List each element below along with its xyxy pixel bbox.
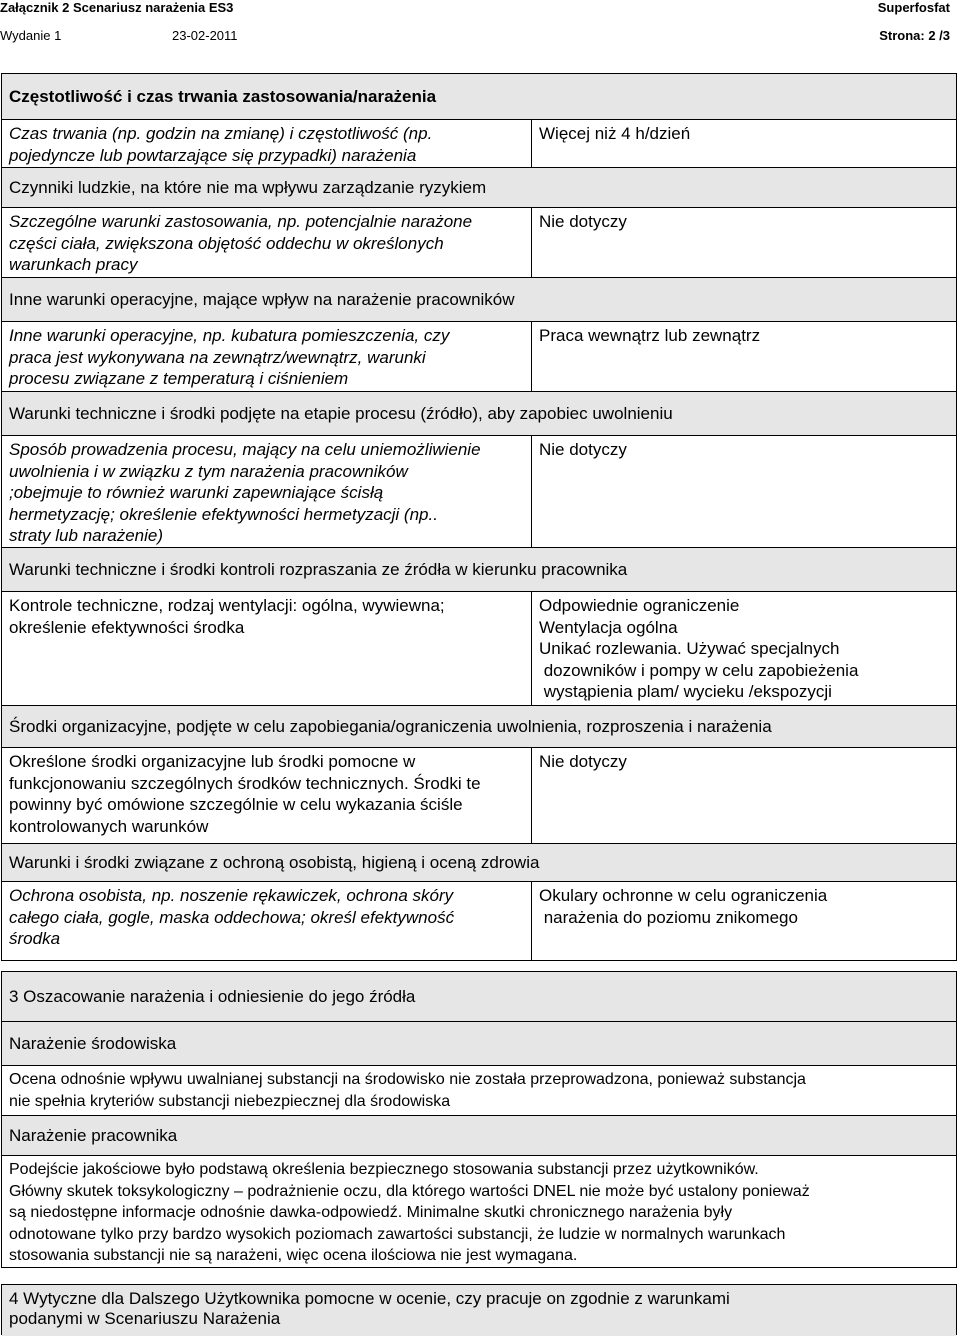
conditions-table — [1, 73, 957, 961]
section-personal-protection-title: Warunki i środki związane z ochroną osobistą, higieną i oceną zdrowia — [9, 852, 540, 872]
row-other-conditions — [2, 322, 956, 392]
document-date: 23-02-2011 — [172, 28, 238, 43]
process-value: Nie dotyczy — [539, 440, 627, 459]
row-organizational — [2, 748, 956, 844]
section-environment-exposure-title: Narażenie środowiska — [9, 1033, 177, 1053]
section-exposure-assessment-title: 3 Oszacowanie narażenia i odniesienie do jego źródła — [9, 986, 416, 1006]
row-duration — [2, 120, 956, 168]
other-conditions-label: Inne warunki operacyjne, np. kubatura pomieszczenia, czy praca jest wykonywana na zewnątrz/wewnątrz, warunki procesu związane z temperaturą i ciśnieniem — [2, 322, 532, 391]
personal-protection-label: Ochrona osobista, np. noszenie rękawiczek, ochrona skóry całego ciała, gogle, maska oddechowa; określ efektywność środka — [2, 882, 532, 960]
row-process — [2, 436, 956, 548]
edition-label: Wydanie 1 — [0, 28, 62, 43]
section-dispersion-title: Warunki techniczne i środki kontroli rozpraszania ze źródła w kierunku pracownika — [9, 559, 628, 579]
section-organizational — [2, 706, 956, 748]
section-frequency-title: Częstotliwość i czas trwania zastosowania/narażenia — [9, 86, 437, 106]
section-organizational-title: Środki organizacyjne, podjęte w celu zapobiegania/ograniczenia uwolnienia, rozproszenia i narażenia — [9, 716, 772, 736]
section-worker-exposure — [2, 1116, 956, 1156]
section-other-conditions-title: Inne warunki operacyjne, mające wpływ na narażenie pracowników — [9, 289, 515, 309]
special-conditions-value: Nie dotyczy — [539, 212, 627, 231]
duration-value: Więcej niż 4 h/dzień — [539, 124, 691, 143]
organizational-label: Określone środki organizacyjne lub środki pomocne w funkcjonowaniu szczególnych środków technicznych. Środki te powinny być omówione szczególnie w celu wykazania ściśle kontrolowanych warunków — [2, 748, 532, 843]
section-worker-exposure-title: Narażenie pracownika — [9, 1125, 178, 1145]
row-ventilation — [2, 592, 956, 706]
section-other-conditions — [2, 278, 956, 322]
section-downstream-guidance-title: 4 Wytyczne dla Dalszego Użytkownika pomocne w ocenie, czy pracuje on zgodnie z warunkami podanymi w Scenariuszu Narażenia — [9, 1289, 730, 1328]
organizational-value: Nie dotyczy — [539, 752, 627, 771]
row-special-conditions — [2, 208, 956, 278]
duration-label: Czas trwania (np. godzin na zmianę) i częstotliwość (np. pojedyncze lub powtarzające się przypadki) narażenia — [2, 120, 532, 167]
section-dispersion — [2, 548, 956, 592]
section-downstream-guidance — [2, 1285, 956, 1336]
process-label: Sposób prowadzenia procesu, mający na celu uniemożliwienie uwolnienia i w związku z tym narażenia pracowników ;obejmuje to również warunki zapewniające ścisłą hermetyzację; określenie efektywności hermetyzacji (np.. straty lub narażenie) — [2, 436, 532, 547]
personal-protection-value: Okulary ochronne w celu ograniczenia narażenia do poziomu znikomego — [539, 886, 828, 927]
ventilation-label: Kontrole techniczne, rodzaj wentylacji: ogólna, wywiewna; określenie efektywności środka — [2, 592, 532, 705]
section-technical-source-title: Warunki techniczne i środki podjęte na etapie procesu (źródło), aby zapobiec uwolnieniu — [9, 403, 673, 423]
other-conditions-value: Praca wewnątrz lub zewnątrz — [539, 326, 761, 345]
downstream-user-guidance — [1, 1284, 957, 1335]
ventilation-value: Odpowiednie ograniczenie Wentylacja ogólna Unikać rozlewania. Używać specjalnych dozowników i pompy w celu zapobieżenia wystąpienia plam/ wycieku /ekspozycji — [539, 596, 859, 702]
worker-exposure-text: Podejście jakościowe było podstawą określenia bezpiecznego stosowania substancji przez użytkowników. Główny skutek toksykologiczny – podrażnienie oczu, dla którego wartości DNEL nie może być ustalony ponieważ są niedostępne informacje odnośnie dawka-odpowiedź. Minimalne skutki chronicznego narażenia były odnotowane tylko przy bardzo wysokich poziomach zawartości substancji, że ludzie w normalnych warunkach stosowania substancji nie są narażeni, więc ocena ilościowa nie jest wymagana. — [9, 1161, 810, 1264]
page-number: Strona: 2 /3 — [879, 28, 950, 43]
exposure-assessment-table — [1, 971, 957, 1268]
company-name: Superfosfat — [877, 0, 950, 15]
section-environment-exposure — [2, 1022, 956, 1066]
section-technical-source — [2, 392, 956, 436]
section-frequency — [2, 74, 956, 120]
environment-exposure-text: Ocena odnośnie wpływu uwalnianej substancji na środowisko nie została przeprowadzona, ponieważ substancja nie spełnia kryteriów substancji niebezpiecznej dla środowiska — [2, 1066, 956, 1116]
section-exposure-assessment — [2, 972, 956, 1022]
special-conditions-label: Szczególne warunki zastosowania, np. potencjalnie narażone części ciała, zwiększona objętość oddechu w określonych warunkach pracy — [2, 208, 532, 277]
section-personal-protection — [2, 844, 956, 882]
row-personal-protection — [2, 882, 956, 960]
section-human-factors-title: Czynniki ludzkie, na które nie ma wpływu zarządzanie ryzykiem — [9, 177, 487, 197]
section-human-factors — [2, 168, 956, 208]
document-title: Załącznik 2 Scenariusz narażenia ES3 — [0, 0, 234, 15]
